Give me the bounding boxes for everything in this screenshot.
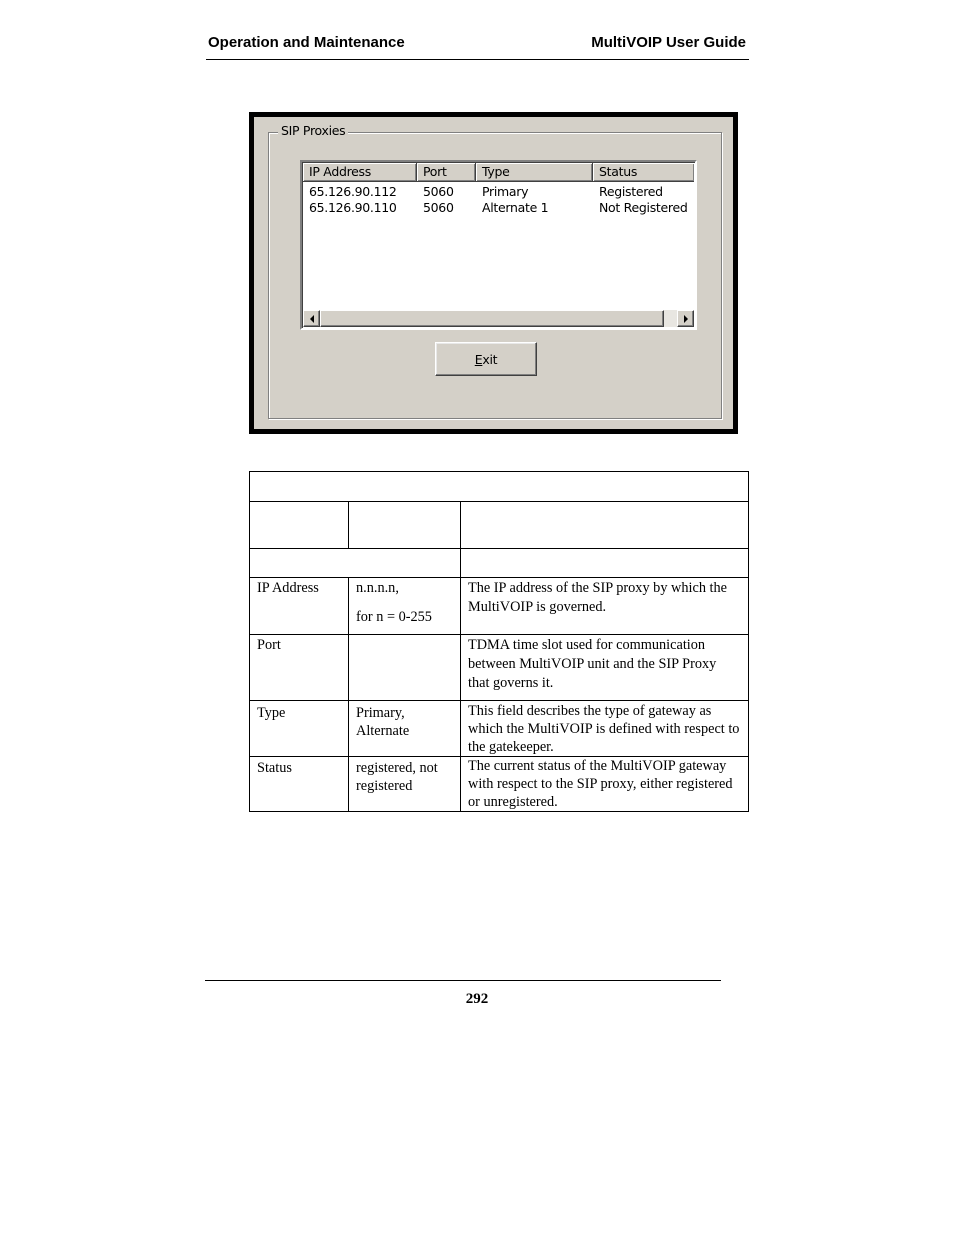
table-title-cell: [250, 472, 749, 502]
column-header-type[interactable]: Type: [476, 163, 593, 182]
scroll-left-button[interactable]: [303, 310, 320, 327]
section-cell: [250, 549, 461, 578]
list-item[interactable]: [303, 200, 688, 216]
header-cell: [461, 502, 749, 549]
table-header-row: [250, 502, 749, 549]
arrow-left-icon: [310, 315, 314, 323]
field-values: [349, 578, 461, 635]
list-cell-port: 5060: [423, 184, 454, 199]
field-description: The current status of the MultiVOIP gateway with respect to the SIP proxy, either registered or unregistered.: [461, 757, 749, 812]
scroll-right-button[interactable]: [677, 310, 694, 327]
field-value: n.n.n.n,: [356, 580, 399, 596]
groupbox-label: SIP Proxies: [278, 123, 348, 138]
sip-proxies-list[interactable]: [300, 160, 697, 330]
section-cell: [461, 549, 749, 578]
field-values: Primary, Alternate: [349, 701, 461, 757]
sip-proxies-dialog-screenshot: [249, 112, 738, 434]
horizontal-scrollbar[interactable]: [303, 310, 694, 327]
section-title: Operation and Maintenance: [208, 34, 405, 51]
field-values: [349, 635, 461, 701]
list-cell-type: Alternate 1: [482, 200, 549, 215]
column-header-ip-address[interactable]: IP Address: [303, 163, 417, 182]
field-values: registered, not registered: [349, 757, 461, 812]
scrollbar-thumb[interactable]: [320, 310, 664, 327]
column-header-port[interactable]: Port: [417, 163, 476, 182]
header-cell: [349, 502, 461, 549]
list-cell-type: Primary: [482, 184, 529, 199]
field-name: Status: [250, 757, 349, 812]
arrow-right-icon: [684, 315, 688, 323]
field-name: IP Address: [250, 578, 349, 635]
list-header: [303, 163, 694, 182]
exit-button-label: xit: [482, 351, 498, 367]
field-name: Type: [250, 701, 349, 757]
field-value: for n = 0-255: [356, 609, 432, 625]
column-header-status[interactable]: Status: [593, 163, 694, 182]
exit-button-mnemonic: E: [474, 351, 483, 367]
list-cell-status: Not Registered: [599, 200, 688, 215]
list-cell-ip: 65.126.90.112: [309, 184, 397, 199]
field-name: Port: [250, 635, 349, 701]
table-section-row: [250, 549, 749, 578]
table-row: [250, 701, 749, 757]
table-row: [250, 635, 749, 701]
page-header: [206, 32, 749, 60]
table-row: [250, 757, 749, 812]
list-cell-status: Registered: [599, 184, 663, 199]
field-description: This field describes the type of gateway as which the MultiVOIP is defined with respect to the gatekeeper.: [461, 701, 749, 757]
table-row: [250, 578, 749, 635]
footer-rule: [205, 980, 721, 981]
field-description: TDMA time slot used for communication between MultiVOIP unit and the SIP Proxy that governs it.: [461, 635, 749, 701]
field-description: The IP address of the SIP proxy by which the MultiVOIP is governed.: [461, 578, 749, 635]
document-title: MultiVOIP User Guide: [591, 34, 746, 51]
table-title-row: [250, 472, 749, 502]
page-number: 292: [465, 991, 489, 1007]
list-cell-port: 5060: [423, 200, 454, 215]
field-description-table: [249, 471, 749, 812]
list-item[interactable]: [303, 184, 663, 200]
exit-button[interactable]: [435, 342, 537, 376]
header-cell: [250, 502, 349, 549]
list-cell-ip: 65.126.90.110: [309, 200, 397, 215]
